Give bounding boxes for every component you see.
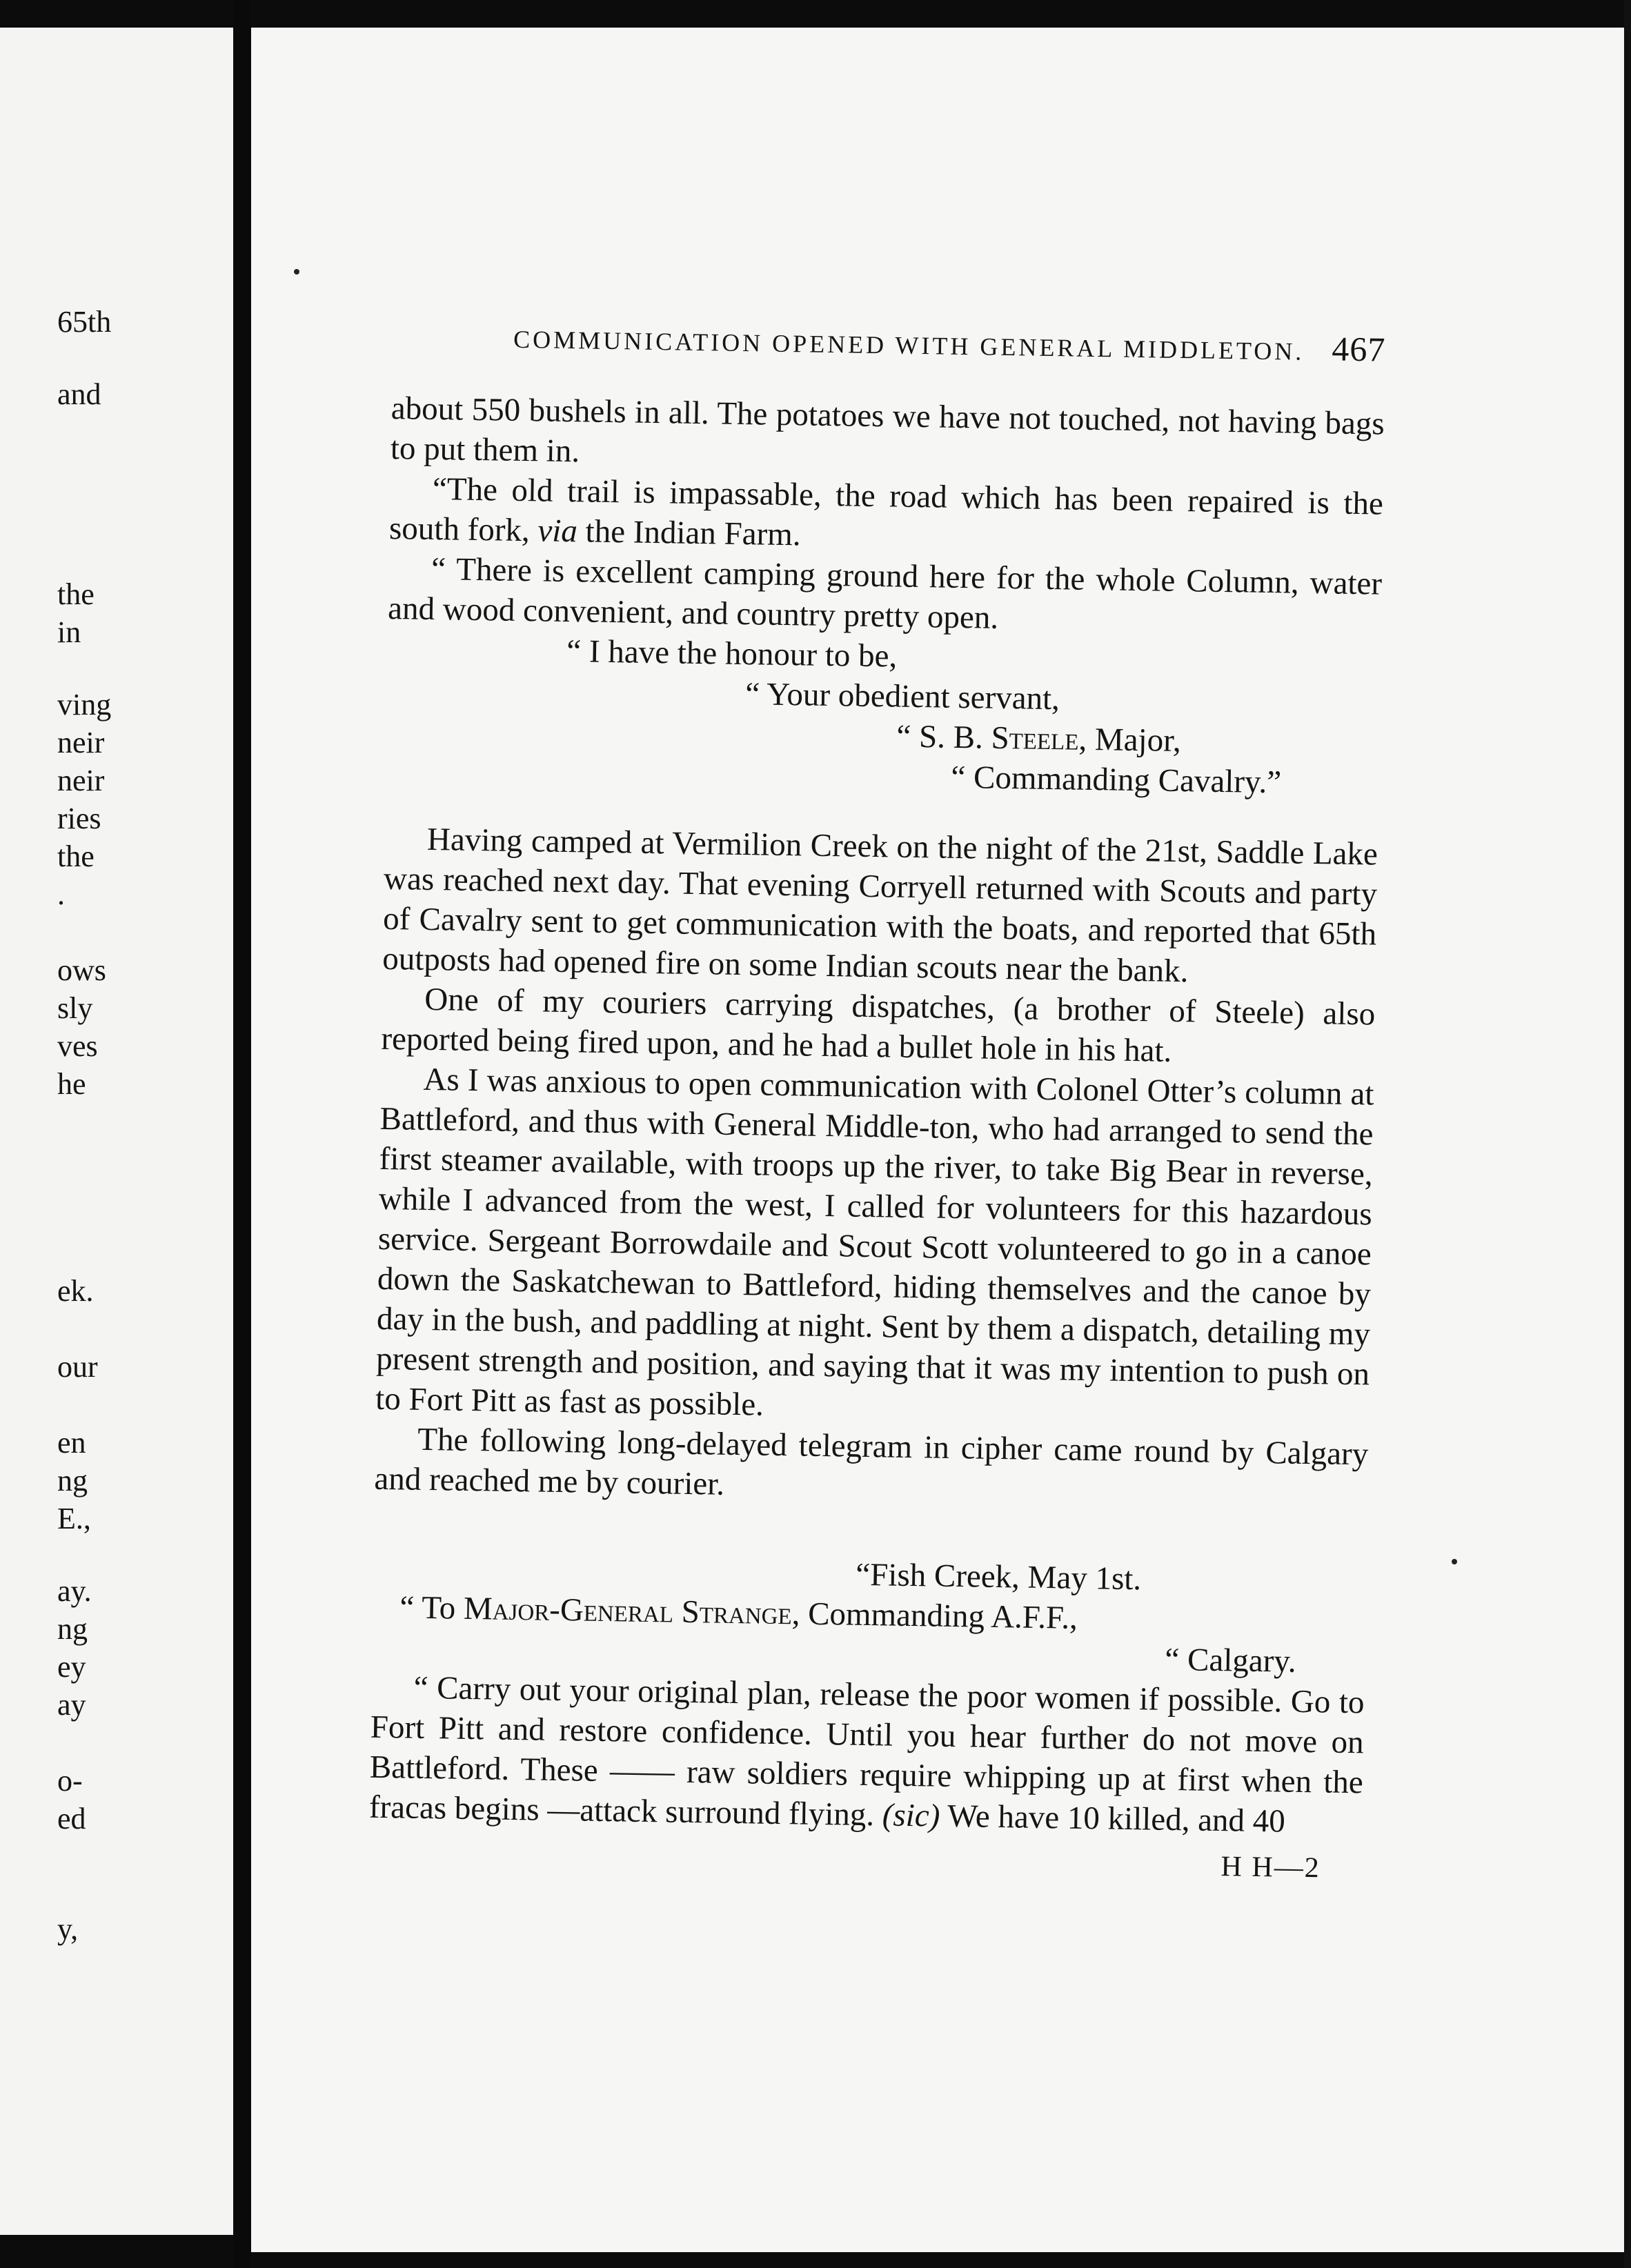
facing-page-word: y, — [57, 1912, 79, 1946]
speck-mark — [294, 269, 299, 275]
facing-page-word: ng — [57, 1612, 88, 1646]
facing-page-word: o- — [57, 1764, 83, 1798]
facing-page-word: our — [57, 1350, 98, 1384]
facing-page-word: ows — [57, 953, 106, 987]
running-head-title: COMMUNICATION OPENED WITH GENERAL MIDDLETON. — [513, 325, 1305, 366]
paragraph: As I was anxious to open communication with Colonel Otter’s column at Battleford, and thus with General Middle-ton, who had arranged to send the first steamer available, with troops up the river, to take Big Bear in reverse, while I advanced from the west, I called for volunteers for this hazardous service. Sergeant Borrowdaile and Scout Scott volunteered to go in a canoe down the Saskatchewan to Battleford, hiding themselves and the canoe by day in the bush, and paddling at night. Sent by them a dispatch, detailing my present strength and position, and saying that it was my intention to push on to Fort Pitt as fast as possible. — [375, 1061, 1374, 1423]
facing-page-word: ek. — [57, 1274, 94, 1308]
paragraph: “ Carry out your original plan, release the poor women if possible. Go to Fort Pitt and restore confidence. Until you hear further do not move on Battleford. These —— raw soldiers require whipping up at first when the fracas begins —attack surround flying. (sic) We have 10 killed, and 40 — [368, 1669, 1365, 1840]
paragraph: about 550 bushels in all. The potatoes we have not touched, not having bags to put them in. — [390, 390, 1385, 470]
speck-mark — [1452, 1559, 1457, 1564]
letter-signature: “ S. B. Steele, Major, — [896, 718, 1182, 759]
facing-page-word: and — [57, 377, 101, 411]
book-gutter — [233, 0, 251, 2268]
facing-page-word: neir — [57, 726, 105, 759]
facing-page-word: ay. — [57, 1574, 92, 1608]
facing-page-word: the — [57, 577, 95, 611]
book-page — [251, 28, 1624, 2252]
facing-page-word: the — [57, 839, 95, 873]
paragraph: “The old trail is impassable, the road which has been repaired is the south fork, via the Indian Farm. — [388, 470, 1384, 553]
telegram-dateline: “Fish Creek, May 1st. — [855, 1556, 1142, 1598]
running-head — [447, 315, 1386, 369]
facing-page-word: ey — [57, 1650, 86, 1684]
page-edge — [1624, 0, 1631, 2268]
facing-page-word: he — [57, 1067, 86, 1101]
facing-page-word: E., — [57, 1502, 91, 1535]
paragraph: One of my couriers carrying dispatches, (a brother of Steele) also reported being fired upon, and he had a bullet hole in his hat. — [381, 981, 1376, 1069]
facing-page-word: neir — [57, 764, 105, 797]
letter-closing: “ Your obedient servant, — [744, 676, 1060, 717]
letter-signature-title: “ Commanding Cavalry.” — [951, 759, 1282, 801]
page-text — [368, 314, 1386, 1885]
facing-page-word: . — [57, 877, 65, 911]
page-number: 467 — [1331, 329, 1386, 369]
paragraph: The following long-delayed telegram in cipher came round by Calgary and reached me by courier. — [374, 1421, 1369, 1502]
paragraph: “ There is excellent camping ground here for the whole Column, water and wood convenient, and country pretty open. — [387, 550, 1383, 636]
letter-closing: “ I have the honour to be, — [566, 633, 898, 675]
facing-page-word: ving — [57, 688, 112, 722]
facing-page-word: ng — [57, 1464, 88, 1498]
facing-page-fragment — [0, 28, 233, 2235]
facing-page-word: in — [57, 615, 81, 649]
facing-page-word: ed — [57, 1802, 86, 1836]
signature-mark: H H—2 — [1220, 1851, 1321, 1884]
telegram-addressee: “ To Major-General Strange, Commanding A.F.F., — [399, 1589, 1078, 1636]
facing-page-word: ay — [57, 1688, 86, 1722]
facing-page-word: ves — [57, 1029, 98, 1063]
facing-page-word: sly — [57, 991, 93, 1025]
facing-page-word: en — [57, 1426, 86, 1460]
paragraph: Having camped at Vermilion Creek on the night of the 21st, Saddle Lake was reached next day. That evening Corryell returned with Scouts and party of Cavalry sent to get communication with the boats, and reported that 65th outposts had opened fire on some Indian scouts near the bank. — [382, 821, 1378, 990]
telegram-city: “ Calgary. — [1165, 1641, 1296, 1680]
facing-page-word: ries — [57, 802, 101, 835]
facing-page-word: 65th — [57, 305, 112, 339]
